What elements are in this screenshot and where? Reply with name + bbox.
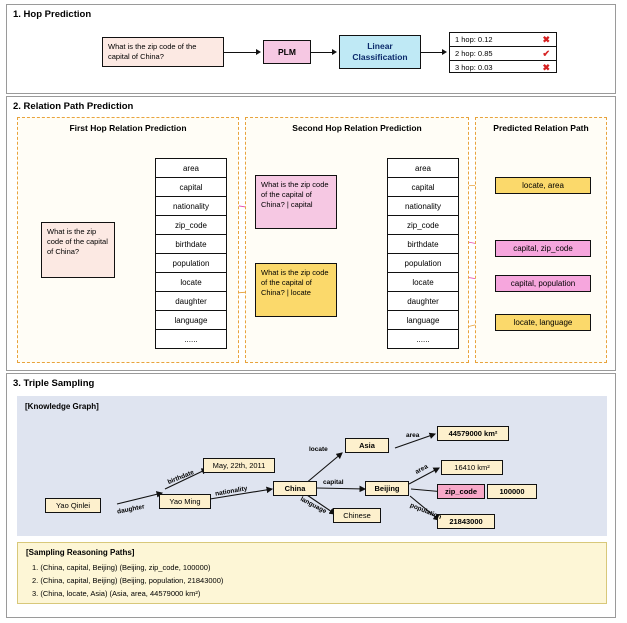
hop-result-row — [450, 33, 556, 47]
relation-item: ...... — [184, 334, 198, 344]
kg-edge-label-birthdate: birthdate — [166, 469, 196, 486]
relation-item: zip_code — [156, 216, 226, 235]
hop-prediction-flow — [7, 23, 615, 95]
predicted-path-item: locate, area — [495, 177, 591, 194]
section-hop-prediction — [6, 4, 616, 94]
check-icon: ✔ — [542, 48, 550, 58]
cross-icon: ✖ — [542, 62, 550, 72]
relation-item: language — [388, 311, 458, 330]
panel-first-hop-title: First Hop Relation Prediction — [69, 123, 187, 133]
kg-node-beijing-area-value: 16410 km² — [441, 460, 503, 475]
hop-result-row — [450, 61, 556, 74]
linear-classification-box — [339, 35, 421, 69]
kg-edge-label-nationality: nationality — [214, 485, 248, 498]
kg-edge-label-area-asia: area — [406, 432, 420, 439]
relation-item: language — [156, 311, 226, 330]
panel-second-hop-title: Second Hop Relation Prediction — [292, 123, 422, 133]
arrow-classifier-to-results — [421, 52, 443, 53]
arrow-head-2 — [332, 49, 337, 55]
relation-item: locate — [156, 273, 226, 292]
hop-result-label: 3 hop: 0.03 — [455, 63, 493, 72]
arrow-plm-to-classifier — [311, 52, 333, 53]
kg-node-zip-code-relation: zip_code — [437, 484, 485, 499]
kg-node-birthdate-value: May, 22th, 2011 — [203, 458, 275, 473]
first-hop-relation-list — [155, 158, 227, 349]
plm-box: PLM — [263, 40, 311, 64]
relation-item: population — [156, 254, 226, 273]
knowledge-graph-panel — [17, 396, 607, 536]
kg-edge-label-locate: locate — [309, 446, 328, 453]
predicted-path-item: locate, language — [495, 314, 591, 331]
second-hop-input-locate: What is the zip code of the capital of China? | locate — [255, 263, 337, 317]
classifier-line-2: Classification — [352, 52, 408, 62]
kg-node-zip-value: 100000 — [487, 484, 537, 499]
hop-result-label: 1 hop: 0.12 — [455, 35, 493, 44]
cross-icon: ✖ — [542, 34, 550, 44]
kg-node-asia: Asia — [345, 438, 389, 453]
section-3-title: 3. Triple Sampling — [13, 378, 95, 389]
hop-results-table — [449, 32, 557, 73]
section-triple-sampling — [6, 373, 616, 618]
kg-node-beijing: Beijing — [365, 481, 409, 496]
hop-question-box: What is the zip code of the capital of China? — [102, 37, 224, 67]
sampling-path-item: 2. (China, capital, Beijing) (Beijing, population, 21843000) — [32, 576, 224, 585]
relation-item: ...... — [416, 334, 430, 344]
kg-edge-label-area-beijing: area — [414, 463, 430, 476]
relation-item: area — [156, 159, 226, 178]
relation-item: capital — [388, 178, 458, 197]
relation-item: birthdate — [156, 235, 226, 254]
relation-item: population — [388, 254, 458, 273]
kg-edge-label-language: language — [299, 495, 328, 516]
sampling-paths-title: [Sampling Reasoning Paths] — [26, 548, 135, 557]
relation-item: locate — [388, 273, 458, 292]
predicted-path-item: capital, zip_code — [495, 240, 591, 257]
relation-input-question: What is the zip code of the capital of China? — [41, 222, 115, 278]
hop-result-row — [450, 47, 556, 61]
kg-node-asia-area-value: 44579000 km² — [437, 426, 509, 441]
kg-node-china: China — [273, 481, 317, 496]
second-hop-input-capital: What is the zip code of the capital of China? | capital — [255, 175, 337, 229]
kg-edge-label-population: population — [408, 502, 443, 521]
section-2-title: 2. Relation Path Prediction — [13, 101, 134, 112]
relation-item: birthdate — [388, 235, 458, 254]
second-hop-relation-list — [387, 158, 459, 349]
section-1-title: 1. Hop Prediction — [13, 9, 92, 20]
relation-item: nationality — [388, 197, 458, 216]
kg-node-yao-qinlei: Yao Qinlei — [45, 498, 101, 513]
arrow-question-to-plm — [224, 52, 257, 53]
kg-node-population-value: 21843000 — [437, 514, 495, 529]
diagram-page — [6, 4, 618, 618]
arrow-head-3 — [442, 49, 447, 55]
kg-node-chinese: Chinese — [333, 508, 381, 523]
predicted-path-item: capital, population — [495, 275, 591, 292]
kg-edge-label-capital: capital — [323, 479, 344, 486]
hop-result-label: 2 hop: 0.85 — [455, 49, 493, 58]
sampling-path-item: 1. (China, capital, Beijing) (Beijing, zip_code, 100000) — [32, 563, 211, 572]
relation-item: area — [388, 159, 458, 178]
kg-edge-label-daughter: daughter — [116, 503, 146, 516]
classifier-line-1: Linear — [367, 41, 393, 52]
relation-item: zip_code — [388, 216, 458, 235]
arrow-head-1 — [256, 49, 261, 55]
relation-item: capital — [156, 178, 226, 197]
relation-item: daughter — [388, 292, 458, 311]
knowledge-graph-label: [Knowledge Graph] — [25, 402, 99, 411]
section-relation-path-prediction — [6, 96, 616, 371]
sampling-path-item: 3. (China, locate, Asia) (Asia, area, 44579000 km²) — [32, 589, 201, 598]
sampling-paths-panel — [17, 542, 607, 604]
kg-edges — [17, 396, 607, 536]
relation-item: daughter — [156, 292, 226, 311]
panel-predicted-title: Predicted Relation Path — [493, 123, 589, 133]
kg-node-yao-ming: Yao Ming — [159, 494, 211, 509]
relation-item: nationality — [156, 197, 226, 216]
